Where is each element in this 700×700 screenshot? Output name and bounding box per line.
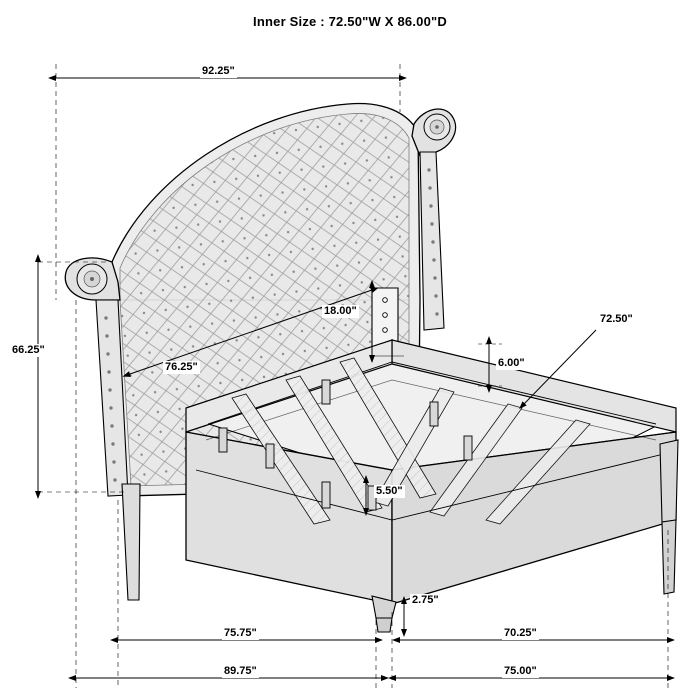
dimension-label-overall-left-bottom: 89.75" xyxy=(224,665,257,677)
dimension-label-inner-width-callout: 72.50" xyxy=(600,313,633,325)
dimension-label-side-rail-height: 6.00" xyxy=(498,357,525,369)
page-title: Inner Size : 72.50"W X 86.00"D xyxy=(253,14,447,29)
dimension-label-headboard-inner-width: 76.25" xyxy=(165,361,198,373)
dimension-label-footprint-right-lower: 70.25" xyxy=(504,627,537,639)
dimension-label-headboard-rail-height: 18.00" xyxy=(324,305,357,317)
dimension-label-overall-height-left: 66.25" xyxy=(12,344,45,356)
dimension-label-footprint-left-lower: 75.75" xyxy=(224,627,257,639)
headboard-left-wing xyxy=(65,258,128,496)
dimension-label-leg-clearance: 2.75" xyxy=(412,594,439,606)
dimension-label-overall-width-top: 92.25" xyxy=(202,65,235,77)
dimension-label-slat-height: 5.50" xyxy=(376,485,403,497)
bed-illustration xyxy=(65,104,678,632)
dimension-label-overall-right-bottom: 75.00" xyxy=(504,665,537,677)
